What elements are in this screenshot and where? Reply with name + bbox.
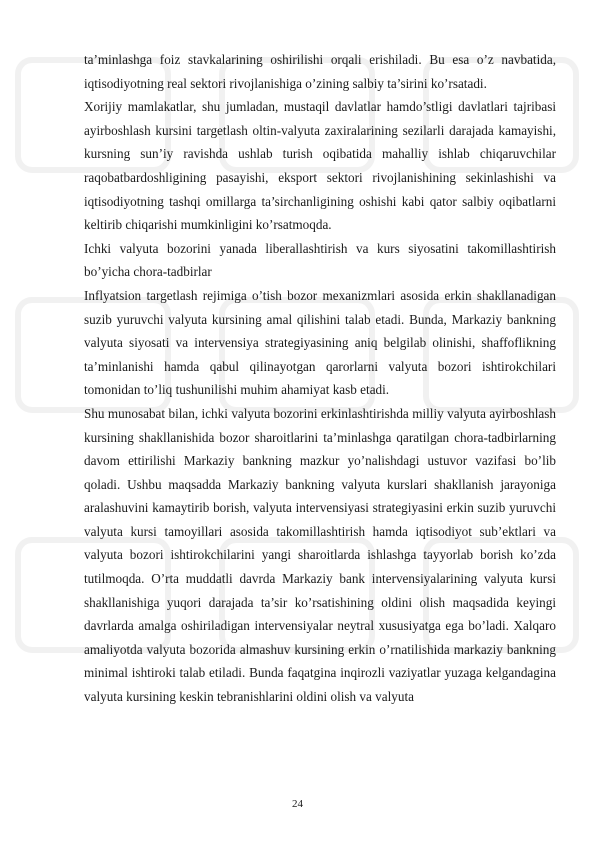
- page-number: 24: [292, 798, 303, 810]
- document-body: [84, 48, 556, 709]
- paragraph-foiz-stavkalari: ta’minlashga foiz stavkalarining oshirilishi orqali erishiladi. Bu esa o’z navbatida, iqtisodiyotning real sektori rivojlanishiga o’zining salbiy ta’sirini ko’rsatadi.: [84, 52, 556, 91]
- paragraph-markaziy-bank-vazifasi: Shu munosabat bilan, ichki valyuta bozorini erkinlashtirishda milliy valyuta ayirboshlash kursining shakllanishida bozor sharoitlarini ta’minlashga qaratilgan chora-tadbirlarning davom ettirilishi Markaziy bankning mazkur yo’nalishdagi ustuvor vazifasi bo’lib qoladi. Ushbu maqsadda Markaziy bankning valyuta kurslari shakllanish jarayoniga aralashuvini kamaytirib borish, valyuta intervensiyasi strategiyasini erkin suzib yuruvchi valyuta kursi tamoyillari asosida takomillashtirish hamda iqtisodiyot sub’ektlari va valyuta bozori ishtirokchilarini yangi sharoitlarda ishlashga tayyorlab borish ko’zda tutilmoqda. O’rta muddatli davrda Markaziy bank intervensiyalarining valyuta kursi shakllanishiga yuqori darajada ta’sir ko’rsatishining oldini olish maqsadida keyingi davrlarda amalga oshiriladigan intervensiyalar neytral xususiyatga ega bo’ladi. Xalqaro amaliyotda valyuta bozorida almashuv kursining erkin o’rnatilishida markaziy bankning minimal ishtiroki talab etiladi. Bunda faqatgina inqirozli vaziyatlar yuzaga kelgandagina valyuta kursining keskin tebranishlarini oldini olish va valyuta: [84, 405, 556, 705]
- paragraph-inflyatsion-targetlash: Inflyatsion targetlash rejimiga o’tish bozor mexanizmlari asosida erkin shakllanadigan suzib yuruvchi valyuta kursining amal qilishini talab etadi. Bunda, Markaziy bankning valyuta siyosati va intervensiya strategiyasining aniq belgilab olinishi, shaffoflikning ta’minlanishi hamda qabul qilinayotgan qarorlarni valyuta bozori ishtirokchilari tomonidan to’liq tushunilishi muhim ahamiyat kasb etadi.: [84, 287, 556, 398]
- section-heading-valyuta-bozori: Ichki valyuta bozorini yanada liberallashtirish va kurs siyosatini takomillashtirish bo’yicha chora-tadbirlar: [84, 240, 556, 280]
- paragraph-xorijiy-tajriba: Xorijiy mamlakatlar, shu jumladan, mustaqil davlatlar hamdo’stligi davlatlari tajribasi ayirboshlash kursini targetlash oltin-valyuta zaxiralarining sezilarli darajada kamayishi, kursning sun’iy ravishda ushlab turish oqibatida mahalliy ishlab chiqaruvchilar raqobatbardoshligining pasayishi, eksport sektori rivojlanishining sekinlashishi va iqtisodiyotning tashqi omillarga ta’sirchanligining oshishi kabi qator salbiy oqibatlarni keltirib chiqarishi mumkinligini ko’rsatmoqda.: [84, 99, 556, 233]
